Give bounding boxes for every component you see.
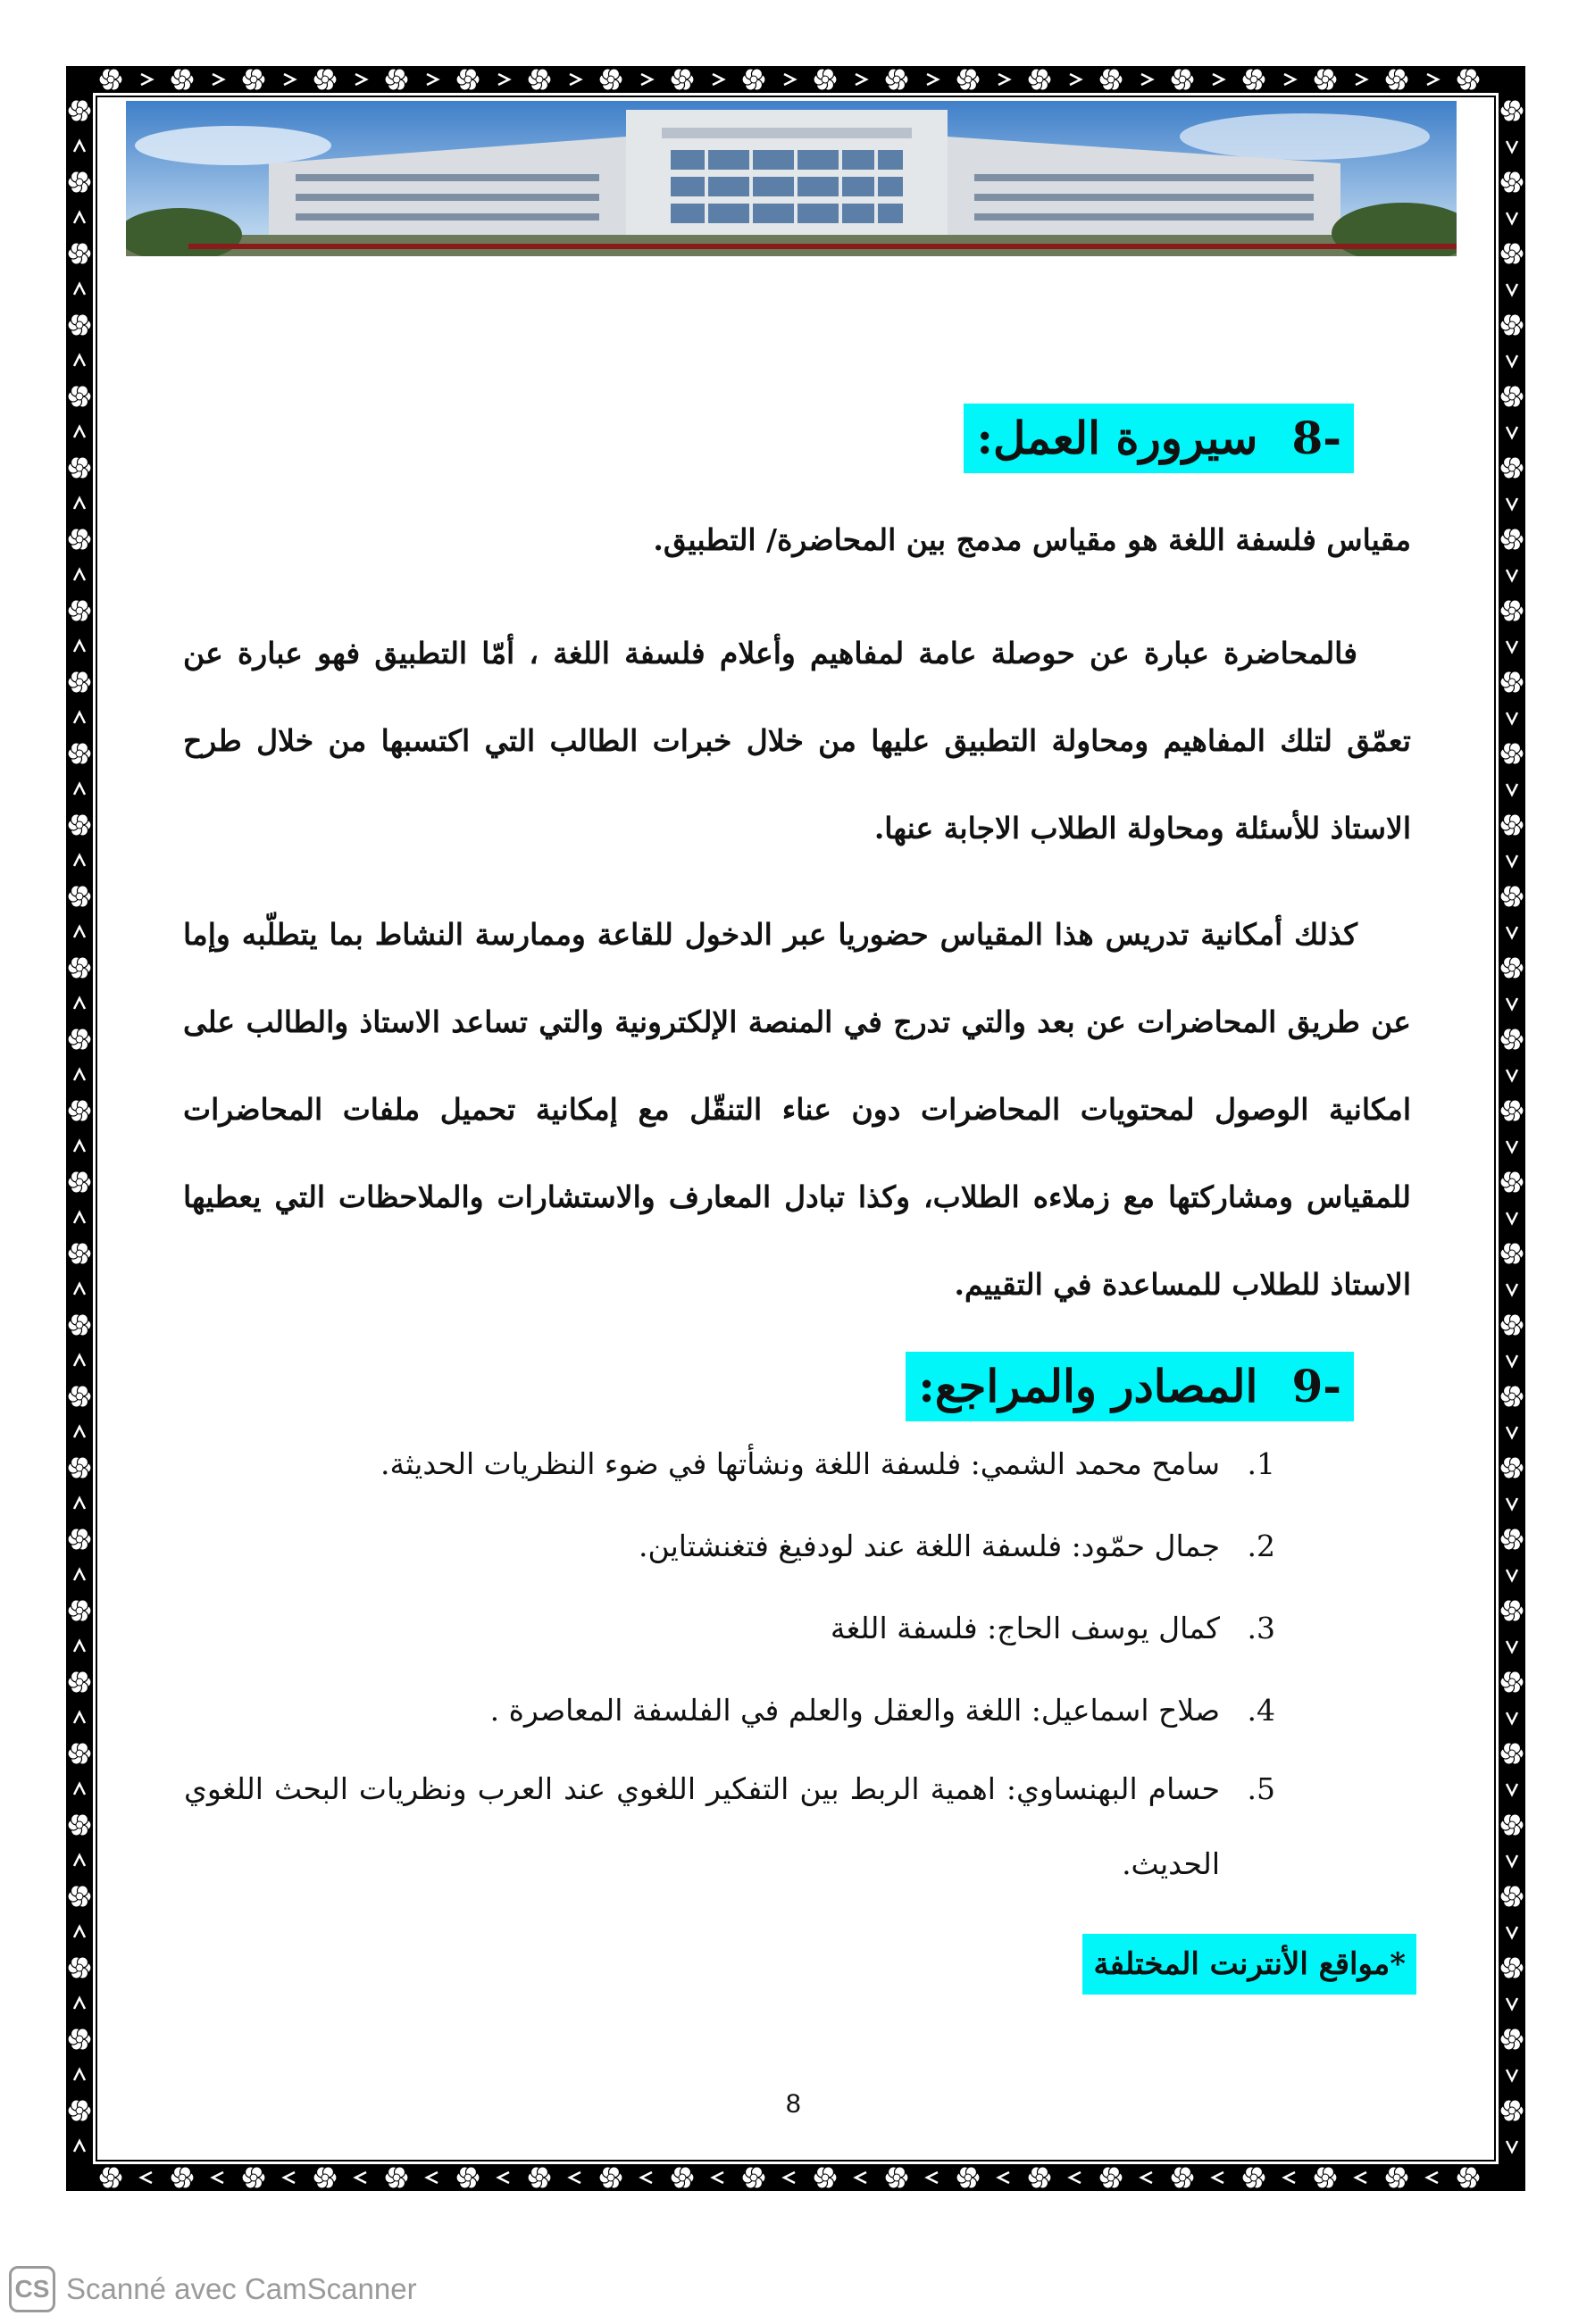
flower-ornament-icon xyxy=(671,69,694,90)
flower-ornament-icon xyxy=(68,1386,91,1407)
reference-text: صلاح اسماعيل: اللغة والعقل والعلم في الفلسفة المعاصرة . xyxy=(489,1693,1220,1728)
section-8-heading xyxy=(964,404,1354,473)
flower-ornament-icon xyxy=(68,529,91,550)
camscanner-logo-icon: CS xyxy=(9,2266,55,2312)
flower-ornament-icon xyxy=(1500,743,1524,764)
flower-ornament-icon xyxy=(1500,457,1524,479)
flower-ornament-icon xyxy=(1457,69,1480,90)
flower-ornament-icon xyxy=(68,243,91,264)
flower-ornament-icon xyxy=(1500,1386,1524,1407)
flower-ornament-icon xyxy=(1171,2167,1194,2188)
flower-ornament-icon xyxy=(1500,1814,1524,1836)
flower-ornament-icon xyxy=(885,2167,908,2188)
flower-ornament-icon xyxy=(814,69,837,90)
flower-ornament-icon xyxy=(1500,1100,1524,1121)
flower-ornament-icon xyxy=(68,743,91,764)
section-8-number: -8 xyxy=(1291,412,1341,464)
flower-ornament-icon xyxy=(1385,2167,1408,2188)
camscanner-watermark xyxy=(9,2266,417,2312)
flower-ornament-icon xyxy=(1500,1529,1524,1550)
flower-ornament-icon xyxy=(1500,957,1524,979)
flower-ornament-icon xyxy=(956,69,980,90)
list-item xyxy=(184,1670,1275,1752)
flower-ornament-icon xyxy=(99,69,122,90)
flower-ornament-icon xyxy=(742,69,765,90)
flower-ornament-icon xyxy=(456,2167,480,2188)
flower-ornament-icon xyxy=(68,1600,91,1621)
flower-ornament-icon xyxy=(1500,314,1524,336)
flower-ornament-icon xyxy=(171,69,194,90)
paragraph: مقياس فلسفة اللغة هو مقياس مدمج بين المحاضرة/ التطبيق. xyxy=(653,522,1411,557)
flower-ornament-icon xyxy=(313,2167,337,2188)
flower-ornament-icon xyxy=(68,671,91,693)
flower-ornament-icon xyxy=(242,69,265,90)
flower-ornament-icon xyxy=(1500,243,1524,264)
reference-number: 3. xyxy=(1247,1611,1275,1645)
reference-text: حسام البهنساوي: اهمية الربط بين التفكير اللغوي عند العرب ونظريات البحث اللغوي الحديث. xyxy=(184,1771,1220,1881)
flower-ornament-icon xyxy=(885,69,908,90)
section-9-number: -9 xyxy=(1291,1360,1341,1412)
flower-ornament-icon xyxy=(68,1171,91,1193)
flower-ornament-icon xyxy=(1500,100,1524,121)
flower-ornament-icon xyxy=(68,457,91,479)
flower-ornament-icon xyxy=(671,2167,694,2188)
flower-ornament-icon xyxy=(68,1743,91,1764)
flower-ornament-icon xyxy=(1500,386,1524,407)
flower-ornament-icon xyxy=(68,1886,91,1907)
section-8-body xyxy=(183,610,1411,872)
flower-ornament-icon xyxy=(1099,2167,1123,2188)
reference-number: 4. xyxy=(1247,1693,1275,1728)
flower-ornament-icon xyxy=(1500,1243,1524,1264)
flower-ornament-icon xyxy=(599,2167,622,2188)
flower-ornament-icon xyxy=(68,1314,91,1336)
reference-text: كمال يوسف الحاج: فلسفة اللغة xyxy=(830,1611,1220,1645)
header-building-image xyxy=(126,101,1457,256)
internet-sites-label: *مواقع الأنترنت المختلفة xyxy=(1082,1934,1416,1995)
reference-number: 1. xyxy=(1247,1446,1275,1481)
flower-ornament-icon xyxy=(68,1457,91,1479)
flower-ornament-icon xyxy=(528,69,551,90)
flower-ornament-icon xyxy=(68,1029,91,1050)
flower-ornament-icon xyxy=(68,314,91,336)
flower-ornament-icon xyxy=(1500,1171,1524,1193)
section-9-title: المصادر والمراجع: xyxy=(918,1360,1258,1412)
flower-ornament-icon xyxy=(68,2100,91,2121)
flower-ornament-icon xyxy=(1314,69,1337,90)
flower-ornament-icon xyxy=(68,1671,91,1693)
section-8-body xyxy=(183,500,1411,580)
list-item xyxy=(184,1587,1275,1670)
reference-text: جمال حمّود: فلسفة اللغة عند لودفيغ فتغنشتاين. xyxy=(639,1529,1220,1563)
section-8-body xyxy=(183,891,1411,1329)
paragraph: فالمحاضرة عبارة عن حوصلة عامة لمفاهيم وأعلام فلسفة اللغة ، أمّا التطبيق فهو عبارة عن تعمّق لتلك المفاهيم ومحاولة التطبيق عليها من خلال خبرات الطالب التي اكتسبها من خلال طرح الاستاذ للأسئلة ومحاولة الطلاب الاجابة عنها. xyxy=(183,636,1411,845)
flower-ornament-icon xyxy=(1500,1314,1524,1336)
flower-ornament-icon xyxy=(456,69,480,90)
flower-ornament-icon xyxy=(1314,2167,1337,2188)
flower-ornament-icon xyxy=(68,171,91,193)
flower-ornament-icon xyxy=(956,2167,980,2188)
flower-ornament-icon xyxy=(1500,2100,1524,2121)
flower-ornament-icon xyxy=(1500,529,1524,550)
flower-ornament-icon xyxy=(1500,1600,1524,1621)
flower-ornament-icon xyxy=(814,2167,837,2188)
flower-ornament-icon xyxy=(528,2167,551,2188)
flower-ornament-icon xyxy=(68,1957,91,1978)
flower-ornament-icon xyxy=(1242,69,1265,90)
references-list xyxy=(184,1423,1275,1902)
flower-ornament-icon xyxy=(1500,1029,1524,1050)
flower-ornament-icon xyxy=(1028,2167,1051,2188)
flower-ornament-icon xyxy=(1028,69,1051,90)
watermark-text: Scanné avec CamScanner xyxy=(66,2272,417,2305)
flower-ornament-icon xyxy=(68,2028,91,2050)
flower-ornament-icon xyxy=(68,1100,91,1121)
page-number: 8 xyxy=(786,2089,801,2119)
flower-ornament-icon xyxy=(1171,69,1194,90)
flower-ornament-icon xyxy=(1500,1886,1524,1907)
flower-ornament-icon xyxy=(242,2167,265,2188)
flower-ornament-icon xyxy=(68,957,91,979)
flower-ornament-icon xyxy=(68,814,91,836)
reference-number: 2. xyxy=(1247,1529,1275,1563)
flower-ornament-icon xyxy=(1500,2028,1524,2050)
flower-ornament-icon xyxy=(99,2167,122,2188)
flower-ornament-icon xyxy=(385,2167,408,2188)
flower-ornament-icon xyxy=(1500,886,1524,907)
flower-ornament-icon xyxy=(1500,600,1524,621)
flower-ornament-icon xyxy=(68,386,91,407)
flower-ornament-icon xyxy=(1242,2167,1265,2188)
flower-ornament-icon xyxy=(68,100,91,121)
flower-ornament-icon xyxy=(1500,671,1524,693)
flower-ornament-icon xyxy=(68,1529,91,1550)
flower-ornament-icon xyxy=(68,886,91,907)
flower-ornament-icon xyxy=(1500,1457,1524,1479)
flower-ornament-icon xyxy=(1385,69,1408,90)
reference-text: سامح محمد الشمي: فلسفة اللغة ونشأتها في ضوء النظريات الحديثة. xyxy=(380,1446,1220,1481)
flower-ornament-icon xyxy=(68,1243,91,1264)
list-item xyxy=(184,1505,1275,1587)
flower-ornament-icon xyxy=(68,1814,91,1836)
flower-ornament-icon xyxy=(1099,69,1123,90)
flower-ornament-icon xyxy=(1500,814,1524,836)
flower-ornament-icon xyxy=(171,2167,194,2188)
flower-ornament-icon xyxy=(599,69,622,90)
flower-ornament-icon xyxy=(1457,2167,1480,2188)
flower-ornament-icon xyxy=(1500,1743,1524,1764)
section-8-title: سيرورة العمل: xyxy=(976,412,1258,464)
flower-ornament-icon xyxy=(68,600,91,621)
section-9-heading xyxy=(906,1352,1354,1421)
paragraph: كذلك أمكانية تدريس هذا المقياس حضوريا عبر الدخول للقاعة وممارسة النشاط بما يتطلّبه وإما عن طريق المحاضرات عن بعد والتي تدرج في المنصة الإلكترونية والتي تساعد الاستاذ والطالب على امكانية الوصول لمحتويات المحاضرات دون عناء التنقّل مع إمكانية تحميل ملفات المحاضرات للمقياس ومشاركتها مع زملاءه الطلاب، وكذا تبادل المعارف والاستشارات والملاحظات التي يعطيها الاستاذ للطلاب للمساعدة في التقييم. xyxy=(183,917,1411,1302)
flower-ornament-icon xyxy=(1500,171,1524,193)
flower-ornament-icon xyxy=(385,69,408,90)
list-item xyxy=(184,1752,1275,1902)
flower-ornament-icon xyxy=(1500,1671,1524,1693)
reference-number: 5. xyxy=(1247,1771,1275,1806)
flower-ornament-icon xyxy=(742,2167,765,2188)
flower-ornament-icon xyxy=(1500,1957,1524,1978)
list-item xyxy=(184,1423,1275,1505)
flower-ornament-icon xyxy=(313,69,337,90)
